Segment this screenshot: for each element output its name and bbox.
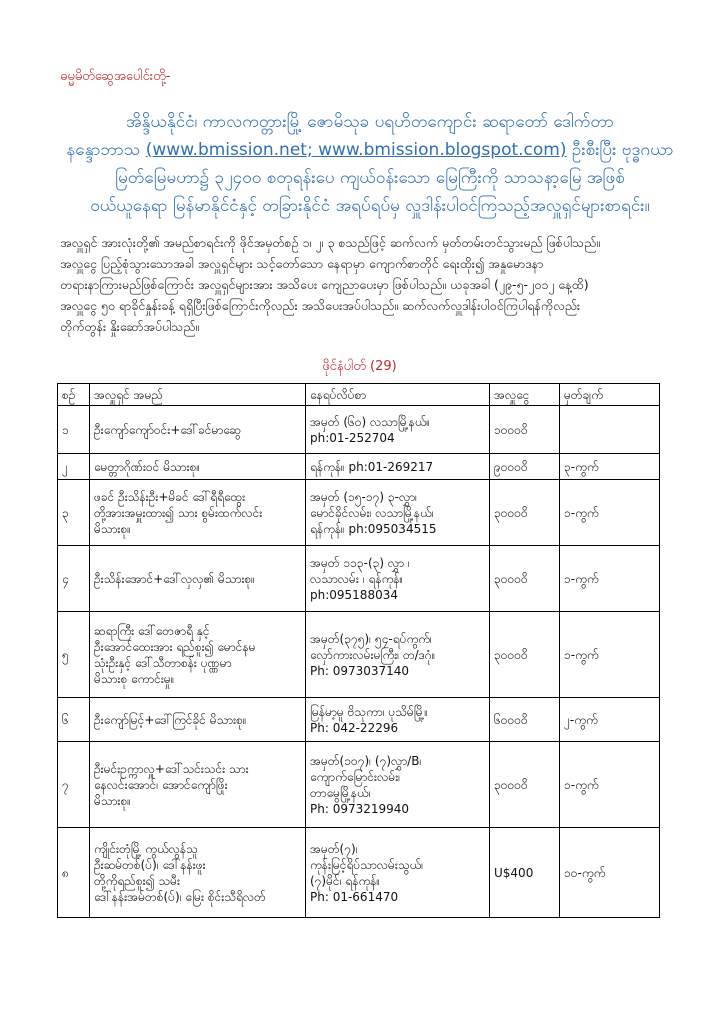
- table-row: [58, 828, 660, 918]
- cell-remark: ၁၀-ကွက်: [560, 828, 660, 918]
- cell-number: ၂: [58, 454, 90, 480]
- intro-line: တိုက်တွန်း နှိုးဆော်အပ်ပါသည်။: [60, 319, 200, 334]
- cell-donor-name: မေတ္တာဂိုဏ်းဝင် မိသားစု။: [90, 454, 306, 480]
- headline-line-3: မြတ်မြေမဟာ၌ ၃၂၄၀၀ စတုရန်းပေ ကျယ်ဝန်းသော မြေကြီးကို သာသနာ့မြေ အဖြစ်: [115, 168, 625, 188]
- greeting-text: ဓမ္မမိတ်ဆွေအပေါင်းတို့-: [60, 69, 171, 84]
- table-row: [58, 406, 660, 454]
- table-row: [58, 480, 660, 546]
- cell-address: အမှတ် (၆၀) လသာမြို့နယ်။ ph:01-252704: [306, 406, 490, 454]
- headline-line-2-suffix: ဦးစီးပြီး ဗုဒ္ဓဂယာ: [571, 140, 674, 160]
- cell-donor-name: ဦးကျော်မြင့်+ဒေါ်ကြင်ခိုင် မိသားစု။: [90, 698, 306, 742]
- headline-line-2: [60, 136, 680, 164]
- table-row: [58, 546, 660, 612]
- intro-paragraph: [60, 232, 660, 337]
- cell-remark: [560, 406, 660, 454]
- cell-donor-name: ဆရာကြီး ဒေါ်တေဇာရီ နှင့် ဦးအောင်ထေးအား ရည်စူး၍ မောင်နမ သုံးဦးနှင့် ဒေါ်သီတာစန်း ပုဏ္ဏမာ မိသားစု ကောင်းမှု။: [90, 612, 306, 698]
- header-amount: အလှူငွေ: [490, 384, 560, 406]
- cell-remark: ၂-ကွက်: [560, 698, 660, 742]
- cell-amount: U$400: [490, 828, 560, 918]
- cell-remark: ၁-ကွက်: [560, 742, 660, 828]
- table-header-row: [58, 384, 660, 406]
- header-remark: မှတ်ချက်: [560, 384, 660, 406]
- cell-number: ၅: [58, 612, 90, 698]
- cell-donor-name: ဦးသိန်းအောင်+ဒေါ်လှလှ၏ မိသားစု။: [90, 546, 306, 612]
- table-row: [58, 742, 660, 828]
- cell-amount: ၃၀၀၀၀ိ: [490, 480, 560, 546]
- table-row: [58, 454, 660, 480]
- cell-remark: ၃-ကွက်: [560, 454, 660, 480]
- cell-address: မြန်မာ့မူ ဗိသုကာ၊ ပုသိမ်မြို့။ Ph: 042-22296: [306, 698, 490, 742]
- headline-line-2-prefix: နန္ဒောဘာသ: [66, 140, 141, 160]
- headline-line-4: ဝယ်ယူနေရာ မြန်မာနိုင်ငံနှင့် တခြားနိုင်ငံ အရပ်ရပ်မှ လှူဒါန်းပါဝင်ကြသည့်အလှူရှင်များစာရင်း။: [90, 196, 650, 216]
- cell-address: အမှတ်(၁၀၇)၊ (၇)လွှာ/B၊ ကျောက်မြောင်းလမ်း၊ တာမွေမြို့နယ်၊ Ph: 0973219940: [306, 742, 490, 828]
- cell-remark: ၁-ကွက်: [560, 480, 660, 546]
- cell-amount: ၃၀၀၀၀ိ: [490, 612, 560, 698]
- intro-line: အလှူရှင် အားလုံးတို့၏ အမည်စာရင်းကို ဖိုင်အမှတ်စဉ် ၁၊ ၂၊ ၃ စသည်ဖြင့် ဆက်လက် မှတ်တမ်းတင်သွားမည် ဖြစ်ပါသည်။: [60, 235, 601, 250]
- headline-line-1: အိန္ဒိယနိုင်ငံ၊ ကာလကတ္တားမြို့ ဇောမိသုခ ပရဟိတကျောင်း ဆရာတော် ဒေါက်တာ: [126, 112, 614, 132]
- cell-address: ရန်ကုန်။ ph:01-269217: [306, 454, 490, 480]
- headline: [60, 108, 680, 220]
- header-donor-name: အလှူရှင် အမည်: [90, 384, 306, 406]
- table-row: [58, 698, 660, 742]
- cell-number: ၇: [58, 742, 90, 828]
- cell-number: ၆: [58, 698, 90, 742]
- website-link[interactable]: (www.bmission.net; www.bmission.blogspot.com): [145, 140, 567, 160]
- cell-address: အမှတ်(၇)၊ ကုန်းမြင့်ရိပ်သာလမ်းသွယ်၊ (၇)မိုင်၊ ရန်ကုန်။ Ph: 01-661470: [306, 828, 490, 918]
- cell-number: ၃: [58, 480, 90, 546]
- cell-remark: ၁-ကွက်: [560, 546, 660, 612]
- cell-address: အမှတ်(၃၇၅)၊ ၅၄-ရပ်ကွက်၊ လှော်ကားလမ်းမကြီး၊ တ/ဒဂုံ။ Ph: 0973037140: [306, 612, 490, 698]
- cell-donor-name: ဦးမင်းဥက္ကာလှူ+ဒေါ်သင်းသင်း သား နေလင်းအောင်၊ အောင်ကျော်ဖြိုး မိသားစု။: [90, 742, 306, 828]
- file-number: ဖိုင်နံပါတ် (29): [322, 359, 397, 374]
- cell-number: ၄: [58, 546, 90, 612]
- cell-number: ၁: [58, 406, 90, 454]
- cell-amount: ၃၀၀၀၀ိ: [490, 742, 560, 828]
- intro-line: အလှူငွေ ပြည့်စုံသွားသောအခါ အလှူရှင်များ သင့်တော်သော နေရာမှာ ကျောက်စာတိုင် ရေးထိုး၍ အနှုမောဒနာ: [60, 256, 544, 271]
- cell-amount: ၃၀၀၀၀ိ: [490, 546, 560, 612]
- intro-line: အလှူငွေ ၅၀ ရာခိုင်နှုန်းခန့် ရရှိပြီးဖြစ်ကြောင်းကိုလည်း အသိပေးအပ်ပါသည်။ ဆက်လက်လှူဒါန်းပါဝင်ကြပါရန်ကိုလည်း: [60, 298, 581, 313]
- cell-donor-name: ကျိုင်းတုံမြို့ ကွယ်လွန်သူ ဦးဆမ်တစ်(ပ်)၊ ဒေါ်နန်းဖူး တို့ကိုရည်စူး၍ သမီး ဒေါ်နန်းအမ်တစ်(ပ်)၊ မြေး စိုင်းသီရိလတ်: [90, 828, 306, 918]
- cell-remark: ၁-ကွက်: [560, 612, 660, 698]
- cell-donor-name: ဦးကျော်ကျော်ဝင်း+ဒေါ်ခင်မာဆွေ: [90, 406, 306, 454]
- table-row: [58, 612, 660, 698]
- cell-address: အမှတ် (၁၅-၁၇) ၃-လွှာ၊ မောင်ခိုင်လမ်း၊ လသာမြို့နယ်၊ ရန်ကုန်။ ph:095034515: [306, 480, 490, 546]
- intro-line: တရားနာကြားမည်ဖြစ်ကြောင်း အလှူရှင်များအား အသိပေး ကျေညာပေးမှာ ဖြစ်ပါသည်။ ယခုအခါ (၂၉-၅-၂၀၁၂ နေ့ထိ): [60, 277, 589, 292]
- cell-number: ၈: [58, 828, 90, 918]
- cell-amount: ၉၀၀၀၀ိ: [490, 454, 560, 480]
- cell-address: အမှတ် ၁၁၃-(၃) လွှာ ၊ လသာလမ်း ၊ ရန်ကုန်။ ph:095188034: [306, 546, 490, 612]
- donor-table: [57, 383, 660, 918]
- cell-donor-name: ဖခင် ဦးသိန်းဦး+မိခင် ဒေါ်ရီရီထွေး တို့အားအမှူးထား၍ သား စွမ်းထက်လင်း မိသားစု။: [90, 480, 306, 546]
- header-number: စဉ်: [58, 384, 90, 406]
- cell-amount: ၁၀၀၀၀ိ: [490, 406, 560, 454]
- cell-amount: ၆၀၀၀၀ိ: [490, 698, 560, 742]
- header-address: နေရပ်လိပ်စာ: [306, 384, 490, 406]
